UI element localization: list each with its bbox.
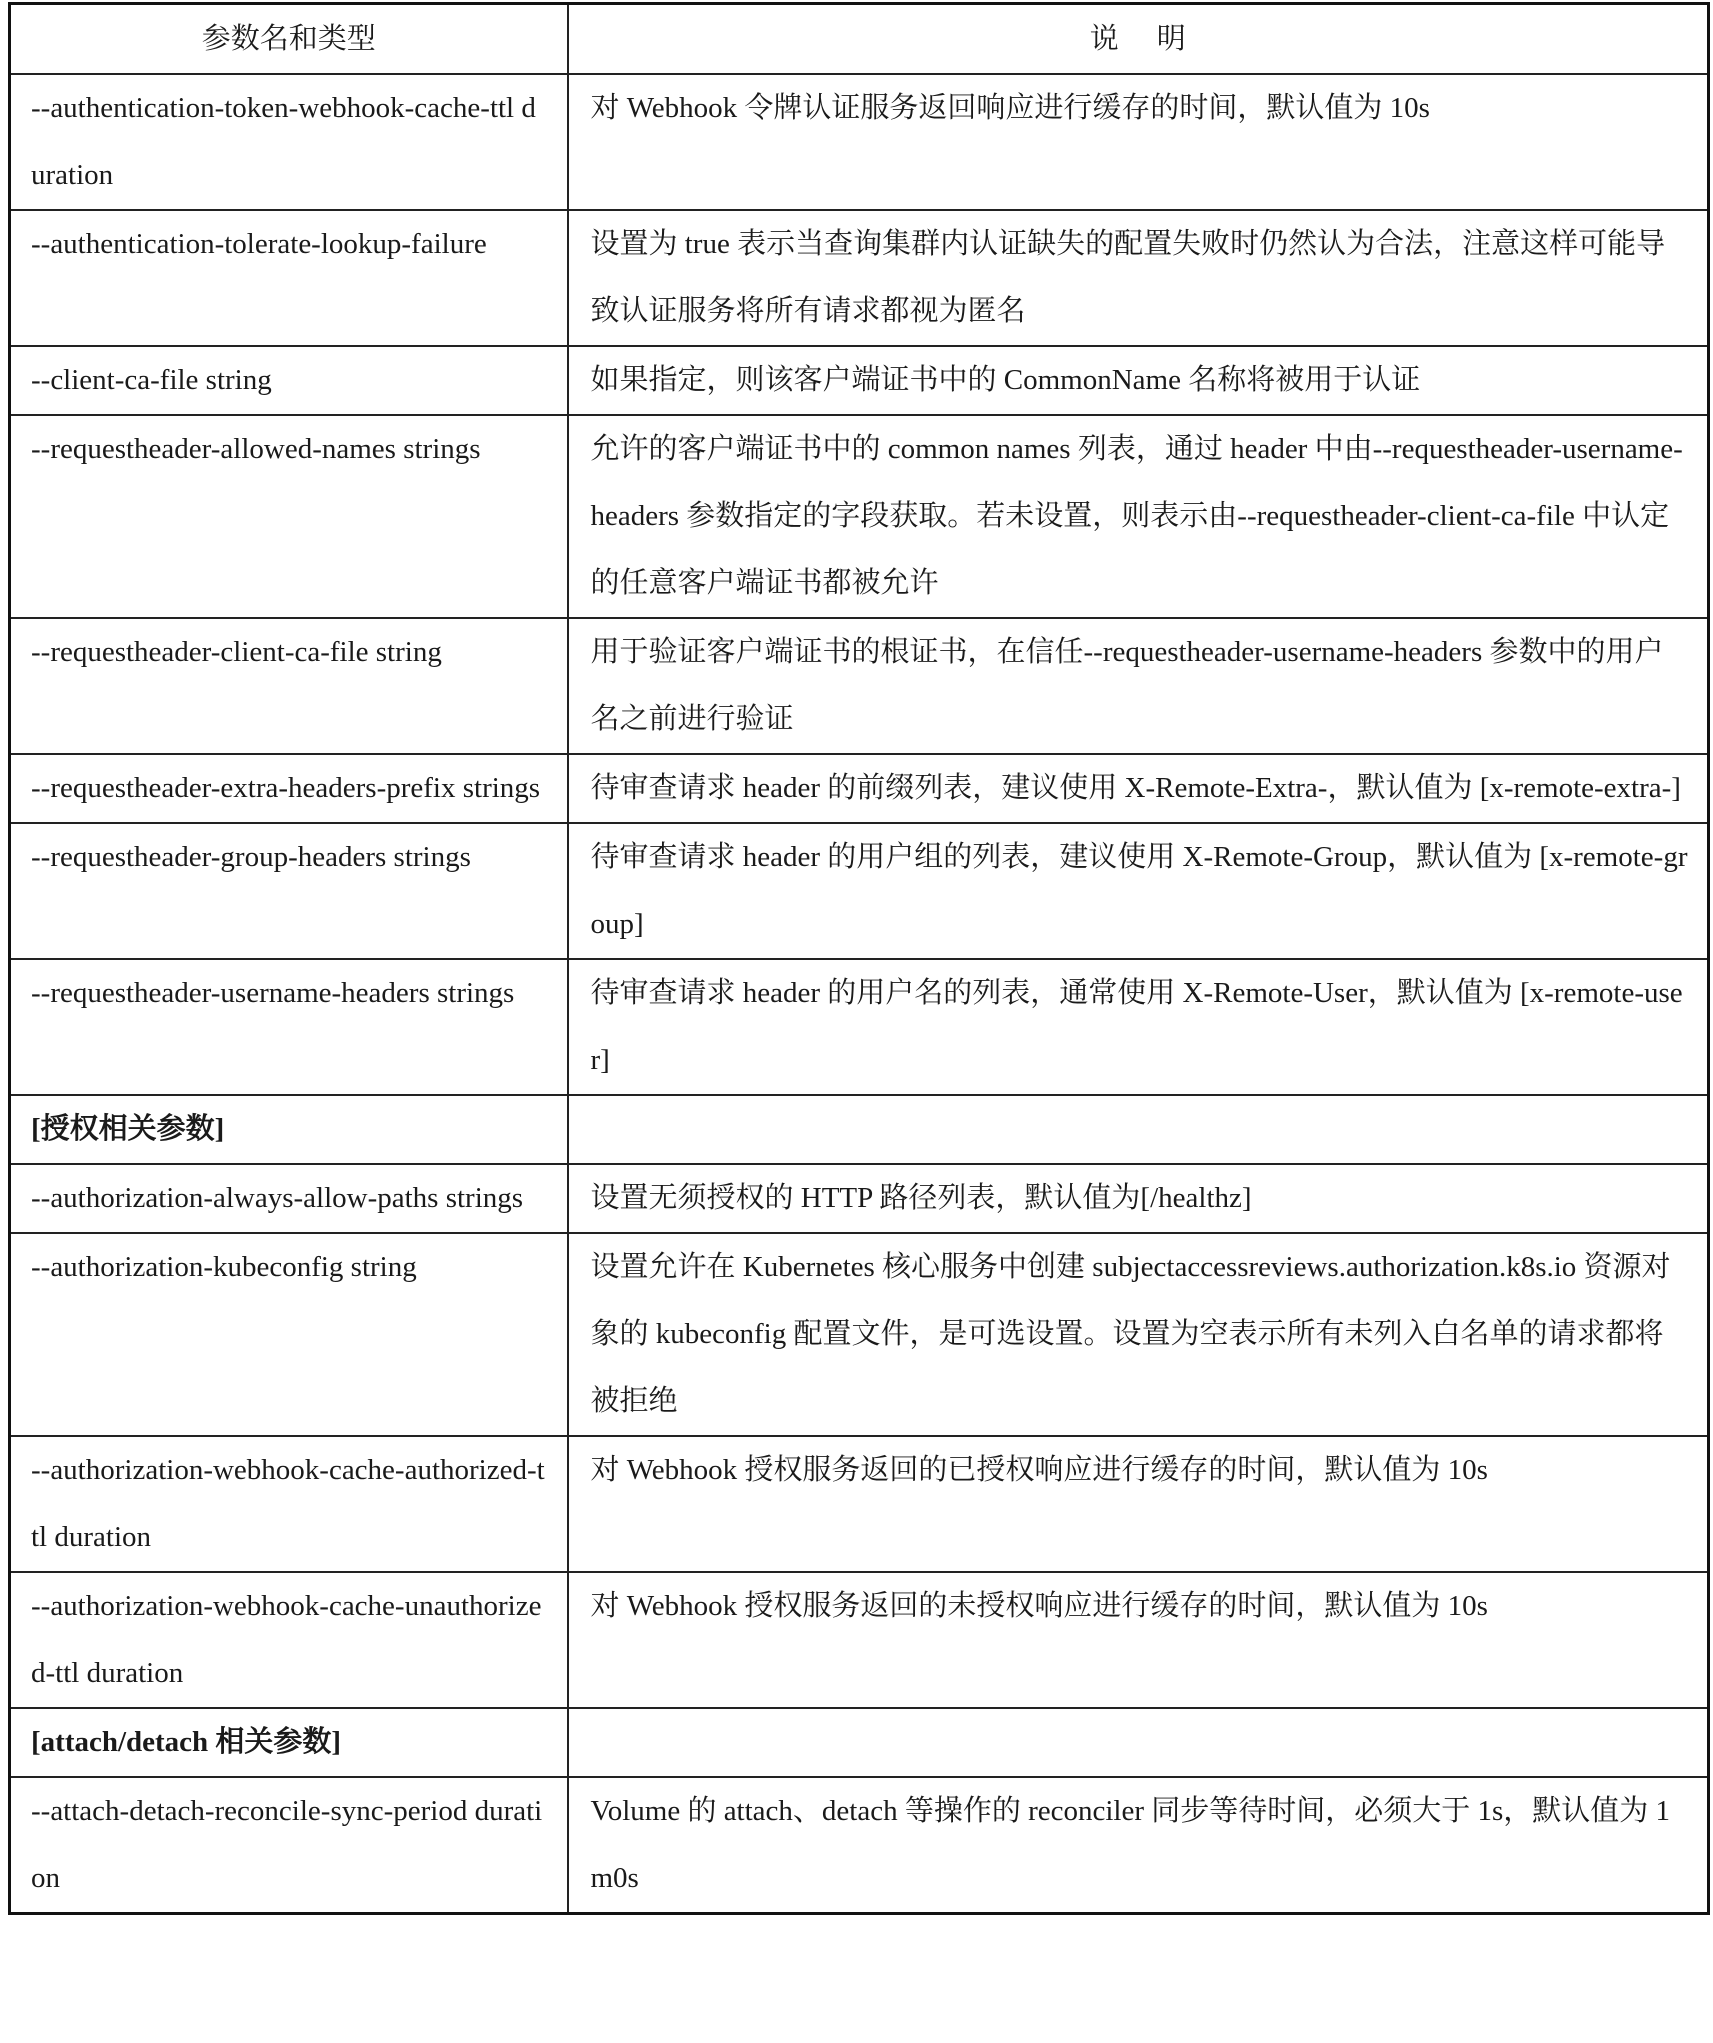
parameter-table: [8, 2, 1710, 1915]
table-header-row: [10, 4, 1709, 75]
param-name-cell: --requestheader-allowed-names strings: [10, 415, 568, 618]
table-row: [10, 959, 1709, 1095]
table-row: [10, 415, 1709, 618]
param-desc-cell: 待审查请求 header 的用户名的列表，通常使用 X-Remote-User，默认值为 [x-remote-user]: [568, 959, 1709, 1095]
table-body: [10, 74, 1709, 1914]
table-row: [10, 1777, 1709, 1914]
table-row: [10, 754, 1709, 823]
param-desc-cell: 设置为 true 表示当查询集群内认证缺失的配置失败时仍然认为合法，注意这样可能导致认证服务将所有请求都视为匿名: [568, 210, 1709, 346]
param-desc-cell: 对 Webhook 授权服务返回的未授权响应进行缓存的时间，默认值为 10s: [568, 1572, 1709, 1708]
table-row: [10, 210, 1709, 346]
header-description: [568, 4, 1709, 75]
param-name-cell: --authentication-token-webhook-cache-ttl duration: [10, 74, 568, 210]
param-name-cell: --requestheader-client-ca-file string: [10, 618, 568, 754]
param-desc-cell: 用于验证客户端证书的根证书，在信任--requestheader-username-headers 参数中的用户名之前进行验证: [568, 618, 1709, 754]
param-desc-cell: Volume 的 attach、detach 等操作的 reconciler 同步等待时间，必须大于 1s，默认值为 1m0s: [568, 1777, 1709, 1914]
header-param-name: 参数名和类型: [10, 4, 568, 75]
header-description-label: 说明: [1089, 23, 1224, 55]
section-header-row: [10, 1708, 1709, 1777]
param-desc-cell: 允许的客户端证书中的 common names 列表，通过 header 中由--requestheader-username-headers 参数指定的字段获取。若未设置，则表示由--requestheader-client-ca-file 中认定的任意客户端证书都被允许: [568, 415, 1709, 618]
section-title-attach-detach: [attach/detach 相关参数]: [10, 1708, 568, 1777]
param-desc-cell: 待审查请求 header 的用户组的列表，建议使用 X-Remote-Group，默认值为 [x-remote-group]: [568, 823, 1709, 959]
param-name-cell: --authorization-webhook-cache-authorized-ttl duration: [10, 1436, 568, 1572]
param-name-cell: --authentication-tolerate-lookup-failure: [10, 210, 568, 346]
table-row: [10, 346, 1709, 415]
table-row: [10, 823, 1709, 959]
param-name-cell: --authorization-always-allow-paths strings: [10, 1164, 568, 1233]
table-row: [10, 1572, 1709, 1708]
section-empty-cell: [568, 1095, 1709, 1164]
param-name-cell: --client-ca-file string: [10, 346, 568, 415]
param-desc-cell: 设置允许在 Kubernetes 核心服务中创建 subjectaccessreviews.authorization.k8s.io 资源对象的 kubeconfig 配置文件，是可选设置。设置为空表示所有未列入白名单的请求都将被拒绝: [568, 1233, 1709, 1436]
param-desc-cell: 如果指定，则该客户端证书中的 CommonName 名称将被用于认证: [568, 346, 1709, 415]
section-header-row: [10, 1095, 1709, 1164]
section-title-authorization: [授权相关参数]: [10, 1095, 568, 1164]
param-desc-cell: 设置无须授权的 HTTP 路径列表，默认值为[/healthz]: [568, 1164, 1709, 1233]
param-desc-cell: 对 Webhook 授权服务返回的已授权响应进行缓存的时间，默认值为 10s: [568, 1436, 1709, 1572]
table-row: [10, 618, 1709, 754]
table-row: [10, 1436, 1709, 1572]
table-row: [10, 1164, 1709, 1233]
table-row: [10, 1233, 1709, 1436]
table-row: [10, 74, 1709, 210]
param-name-cell: --requestheader-username-headers strings: [10, 959, 568, 1095]
param-name-cell: --authorization-kubeconfig string: [10, 1233, 568, 1436]
param-desc-cell: 待审查请求 header 的前缀列表，建议使用 X-Remote-Extra-，默认值为 [x-remote-extra-]: [568, 754, 1709, 823]
param-desc-cell: 对 Webhook 令牌认证服务返回响应进行缓存的时间，默认值为 10s: [568, 74, 1709, 210]
param-name-cell: --requestheader-extra-headers-prefix strings: [10, 754, 568, 823]
section-empty-cell: [568, 1708, 1709, 1777]
param-name-cell: --requestheader-group-headers strings: [10, 823, 568, 959]
param-name-cell: --attach-detach-reconcile-sync-period duration: [10, 1777, 568, 1914]
param-name-cell: --authorization-webhook-cache-unauthorized-ttl duration: [10, 1572, 568, 1708]
